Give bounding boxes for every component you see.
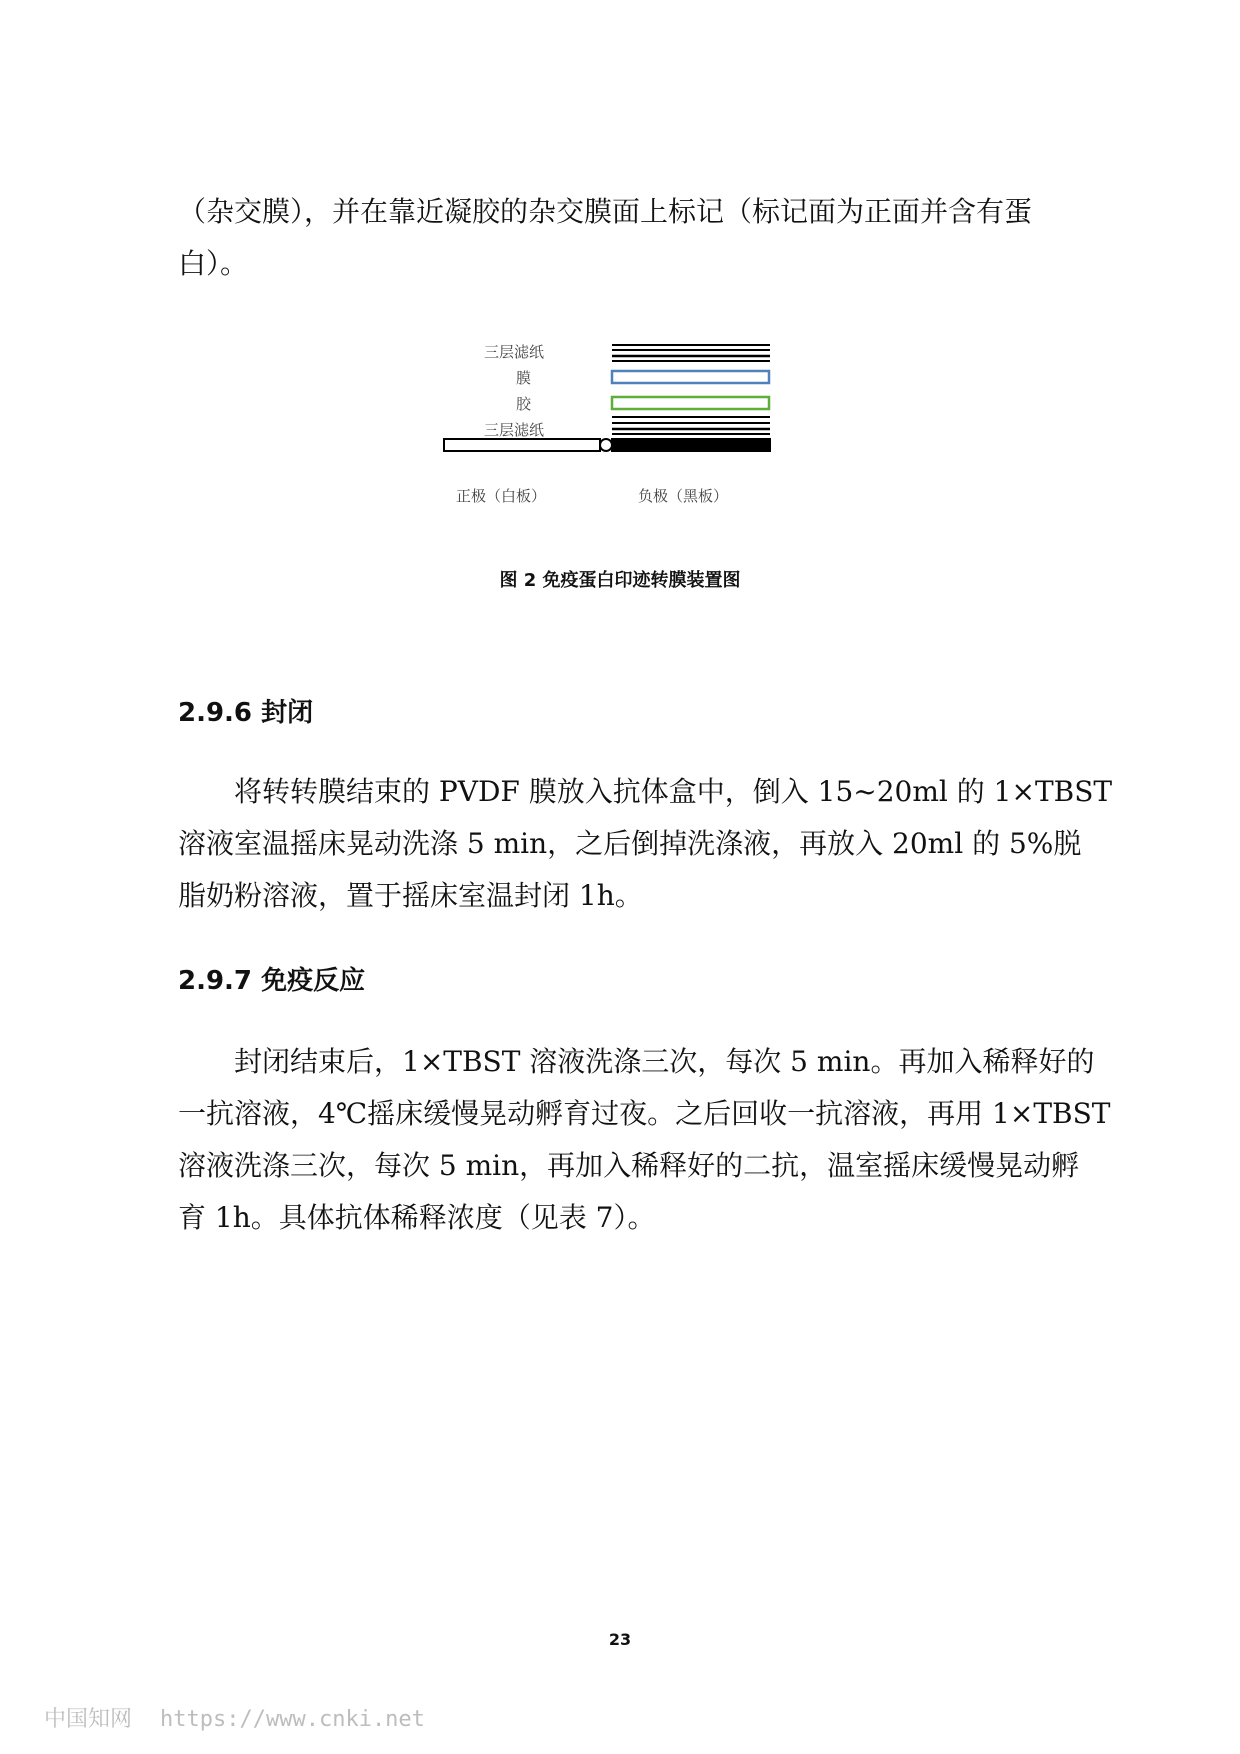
hinge [600, 439, 612, 451]
filter-paper-stack-bottom [612, 417, 770, 434]
watermark-site-name: 中国知网 [44, 1707, 133, 1732]
white-plate [444, 439, 600, 451]
intro-paragraph [178, 186, 1100, 290]
label-membrane: 膜 [516, 369, 532, 387]
label-gel: 胶 [516, 395, 532, 413]
text-line: 白）。 [178, 247, 249, 280]
cnki-watermark [44, 1702, 425, 1733]
text-line: （杂交膜），并在靠近凝胶的杂交膜面上标记（标记面为正面并含有蛋 [178, 195, 1033, 228]
figure-caption: 图 2 免疫蛋白印迹转膜装置图 [499, 570, 741, 591]
section-2-9-7-paragraph [178, 1036, 1111, 1244]
section-heading-2-9-6: 2.9.6 封闭 [178, 698, 314, 728]
label-cathode: 负极（黑板） [638, 487, 729, 505]
filter-paper-stack-top [612, 345, 770, 361]
label-filter-paper-top: 三层滤纸 [484, 343, 545, 361]
text-line: 脂奶粉溶液，置于摇床室温封闭 1h。 [178, 879, 643, 912]
text-line: 溶液室温摇床晃动洗涤 5 min，之后倒掉洗涤液，再放入 20ml 的 5%脱 [178, 827, 1082, 860]
text-line: 封闭结束后，1×TBST 溶液洗涤三次，每次 5 min。再加入稀释好的 [234, 1045, 1095, 1078]
watermark-url: https://www.cnki.net [160, 1707, 425, 1732]
black-plate [612, 439, 770, 451]
transfer-apparatus-figure [440, 335, 800, 510]
section-heading-2-9-7: 2.9.7 免疫反应 [178, 966, 366, 996]
membrane-rect [612, 371, 769, 383]
gel-rect [612, 397, 769, 409]
label-anode: 正极（白板） [456, 487, 547, 505]
text-line: 将转转膜结束的 PVDF 膜放入抗体盒中，倒入 15~20ml 的 1×TBST [234, 775, 1113, 808]
text-line: 溶液洗涤三次，每次 5 min，再加入稀释好的二抗，温室摇床缓慢晃动孵 [178, 1149, 1080, 1182]
page-number: 23 [608, 1630, 632, 1649]
section-2-9-6-paragraph [178, 766, 1113, 922]
apparatus-diagram [440, 335, 800, 510]
label-filter-paper-bottom: 三层滤纸 [484, 421, 545, 439]
text-line: 一抗溶液，4℃摇床缓慢晃动孵育过夜。之后回收一抗溶液，再用 1×TBST [178, 1097, 1111, 1130]
text-line: 育 1h。具体抗体稀释浓度（见表 7）。 [178, 1201, 656, 1234]
